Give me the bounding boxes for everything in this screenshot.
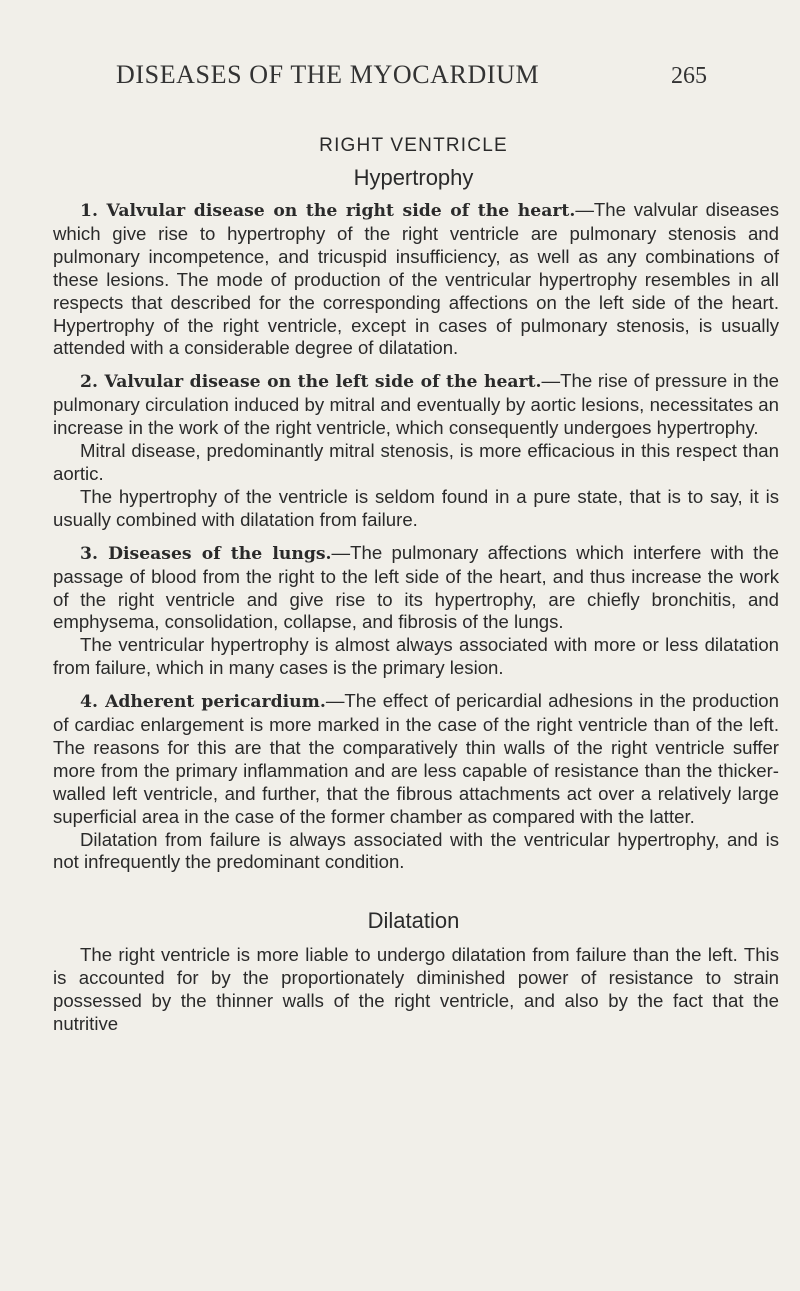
paragraph-text: —The pulmonary affections which interfere with the passage of blood from the right to the left side of the heart, and thus increase the work of the right ventricle and give rise to its hypertrophy, are chiefly bronchitis, and emphysema, consolidation, collapse, and fibrosis of the lungs. bbox=[53, 541, 780, 633]
paragraph-pericardium bbox=[53, 690, 779, 828]
page-number: 265 bbox=[671, 63, 707, 89]
running-title: DISEASES OF THE MYOCARDIUM bbox=[116, 60, 540, 89]
paragraph-lungs-dilatation: The ventricular hypertrophy is almost always associated with more or less dilatation from failure, which in many cases is the primary lesion. bbox=[53, 634, 779, 679]
run-in-heading: 1. Valvular disease on the right side of the heart. bbox=[80, 201, 576, 221]
paragraph-pericardium-dilatation: Dilatation from failure is always associated with the ventricular hypertrophy, and is not infrequently the predominant condition. bbox=[53, 828, 779, 873]
paragraph-dilatation: The right ventricle is more liable to undergo dilatation from failure than the left. This is accounted for by the proportionately diminished power of resistance to strain possessed by the thinner walls of the right ventricle, and also by the fact that the nutritive bbox=[53, 944, 779, 1035]
run-in-heading: 2. Valvular disease on the left side of the heart. bbox=[80, 372, 542, 393]
paragraph-valvular-right bbox=[53, 199, 779, 360]
paragraph-text: —The valvular diseases which give rise to hypertrophy of the right ventricle are pulmonary stenosis and pulmonary incompetence, and tricuspid insufficiency, as well as any combinations of these lesions. The mode of production of the ventricular hypertrophy resembles in all respects that described for the corresponding affections on the left side of the heart. Hypertrophy of the right ventricle, except in cases of pulmonary stenosis, is usually attended with a considerable degree of dilatation. bbox=[53, 199, 779, 359]
running-head bbox=[53, 60, 779, 100]
paragraph-valvular-left bbox=[53, 370, 779, 440]
subheading-hypertrophy: Hypertrophy bbox=[353, 165, 474, 190]
run-in-heading: 3. Diseases of the lungs. bbox=[80, 543, 332, 564]
paragraph-pure-state: The hypertrophy of the ventricle is seldom found in a pure state, that is to say, it is usually combined with dilatation from failure. bbox=[53, 485, 779, 530]
book-page bbox=[53, 60, 779, 1036]
paragraph-lungs bbox=[53, 542, 779, 635]
run-in-heading: 4. Adherent pericardium. bbox=[80, 692, 326, 713]
subheading-dilatation: Dilatation bbox=[367, 908, 460, 934]
paragraph-text: —The effect of pericardial adhesions in the production of cardiac enlargement is more marked in the case of the right ventricle than of the left. The reasons for this are that the comparatively thin walls of the right ventricle suffer more from the primary inflammation and are less capable of resistance than the thicker-walled left ventricle, and further, that the fibrous attachments act over a relatively large superficial area in the case of the former chamber as compared with the latter. bbox=[53, 690, 779, 827]
paragraph-text: —The rise of pressure in the pulmonary circulation induced by mitral and eventually by aortic lesions, necessitates an increase in the work of the right ventricle, which consequently undergoes hypertrophy. bbox=[53, 370, 779, 439]
section-heading: RIGHT VENTRICLE bbox=[319, 135, 508, 156]
paragraph-mitral: Mitral disease, predominantly mitral stenosis, is more efficacious in this respect than aortic. bbox=[53, 440, 779, 484]
